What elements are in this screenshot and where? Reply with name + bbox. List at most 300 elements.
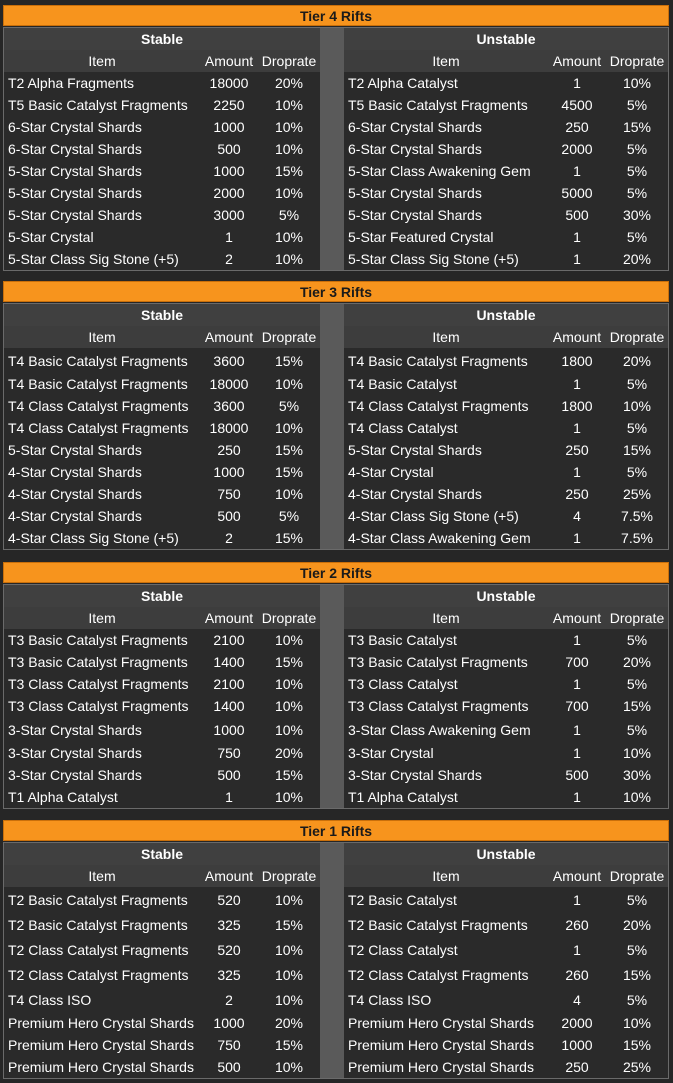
amount-column-header: Amount	[552, 53, 602, 69]
amount-cell: 1	[573, 632, 581, 648]
item-name-cell: 3-Star Crystal Shards	[8, 745, 142, 761]
droprate-cell: 20%	[622, 654, 652, 670]
droprate-cell: 5%	[278, 508, 300, 524]
amount-cell: 2250	[213, 97, 245, 113]
amount-cell: 4500	[561, 97, 593, 113]
amount-cell: 1000	[561, 1037, 593, 1053]
table-row	[344, 742, 668, 764]
amount-column-header: Amount	[552, 610, 602, 626]
item-name-cell: 6-Star Crystal Shards	[8, 141, 142, 157]
table-row	[344, 373, 668, 395]
column-header-row	[4, 326, 320, 348]
amount-cell: 500	[217, 1059, 241, 1075]
amount-cell: 1	[573, 530, 581, 546]
droprate-cell: 10%	[274, 676, 304, 692]
amount-column-header: Amount	[552, 329, 602, 345]
table-row	[344, 1056, 668, 1078]
table-row	[344, 417, 668, 439]
amount-cell: 1400	[213, 698, 245, 714]
droprate-cell: 25%	[622, 1059, 652, 1075]
item-name-cell: T2 Basic Catalyst Fragments	[8, 916, 188, 933]
stable-table	[4, 585, 320, 808]
item-column-header: Item	[432, 329, 460, 345]
amount-cell: 1	[573, 891, 581, 908]
item-column-header: Item	[432, 53, 460, 69]
amount-cell: 18000	[209, 420, 249, 436]
item-column-header: Item	[432, 610, 460, 626]
table-row	[4, 373, 320, 395]
droprate-column-header: Droprate	[261, 329, 317, 345]
amount-cell: 1	[573, 941, 581, 958]
item-name-cell: T1 Alpha Catalyst	[8, 789, 118, 805]
droprate-cell: 5%	[626, 891, 648, 908]
droprate-cell: 10%	[274, 185, 304, 201]
amount-cell: 250	[217, 442, 241, 458]
column-header-row	[4, 865, 320, 887]
item-name-cell: T4 Basic Catalyst Fragments	[8, 352, 188, 369]
table-row	[344, 226, 668, 248]
amount-cell: 2	[225, 991, 233, 1008]
amount-cell: 1000	[213, 119, 245, 135]
item-name-cell: T1 Alpha Catalyst	[348, 789, 458, 805]
droprate-cell: 5%	[278, 207, 300, 223]
item-name-cell: T4 Class Catalyst Fragments	[348, 398, 529, 414]
amount-cell: 520	[217, 941, 241, 958]
droprate-cell: 25%	[622, 486, 652, 502]
item-name-cell: 4-Star Crystal Shards	[8, 508, 142, 524]
amount-cell: 2	[225, 251, 233, 267]
droprate-cell: 5%	[626, 376, 648, 392]
amount-column-header: Amount	[204, 610, 254, 626]
item-name-cell: T3 Basic Catalyst Fragments	[8, 654, 188, 670]
table-row	[344, 439, 668, 461]
amount-cell: 700	[565, 654, 589, 670]
item-name-cell: T2 Basic Catalyst Fragments	[8, 891, 188, 908]
droprate-cell: 5%	[626, 941, 648, 958]
tier-section	[3, 281, 669, 550]
droprate-cell: 20%	[622, 916, 652, 933]
item-name-cell: T4 Class Catalyst Fragments	[8, 398, 189, 414]
item-name-cell: 5-Star Crystal Shards	[8, 442, 142, 458]
amount-cell: 250	[565, 1059, 589, 1075]
droprate-cell: 10%	[274, 420, 304, 436]
amount-cell: 18000	[209, 376, 249, 392]
table-row	[4, 417, 320, 439]
item-name-cell: T2 Class Catalyst Fragments	[8, 941, 189, 958]
droprate-cell: 10%	[274, 97, 304, 113]
droprate-cell: 15%	[274, 916, 304, 933]
item-name-cell: T5 Basic Catalyst Fragments	[8, 97, 188, 113]
item-name-cell: T5 Basic Catalyst Fragments	[348, 97, 528, 113]
amount-cell: 4	[573, 508, 581, 524]
table-row	[4, 204, 320, 226]
droprate-cell: 5%	[626, 464, 648, 480]
item-name-cell: T4 Class Catalyst Fragments	[8, 420, 189, 436]
table-row	[344, 962, 668, 987]
droprate-cell: 5%	[626, 676, 648, 692]
column-header-row	[4, 607, 320, 629]
table-row	[4, 116, 320, 138]
table-row	[344, 651, 668, 673]
table-row	[4, 505, 320, 527]
item-name-cell: T4 Class ISO	[348, 991, 432, 1008]
amount-cell: 1	[573, 464, 581, 480]
unstable-heading: Unstable	[344, 304, 668, 326]
droprate-cell: 15%	[274, 352, 304, 369]
amount-column-header: Amount	[552, 868, 602, 884]
droprate-cell: 10%	[274, 891, 304, 908]
table-row	[344, 204, 668, 226]
droprate-cell: 15%	[274, 163, 304, 179]
table-row	[344, 138, 668, 160]
amount-cell: 750	[217, 745, 241, 761]
item-name-cell: 3-Star Class Awakening Gem	[348, 721, 531, 738]
table-row	[344, 764, 668, 786]
table-row	[4, 717, 320, 742]
item-name-cell: 5-Star Class Sig Stone (+5)	[8, 251, 179, 267]
droprate-cell: 10%	[274, 721, 304, 738]
item-column-header: Item	[88, 329, 116, 345]
droprate-cell: 15%	[274, 654, 304, 670]
table-row	[4, 987, 320, 1012]
droprate-cell: 10%	[274, 991, 304, 1008]
amount-cell: 500	[217, 767, 241, 783]
item-column-header: Item	[88, 610, 116, 626]
item-name-cell: 4-Star Crystal	[348, 464, 434, 480]
amount-cell: 1400	[213, 654, 245, 670]
droprate-column-header: Droprate	[261, 53, 317, 69]
amount-cell: 700	[565, 698, 589, 714]
column-header-row	[344, 50, 668, 72]
table-row	[4, 483, 320, 505]
amount-cell: 500	[565, 767, 589, 783]
amount-cell: 1	[573, 75, 581, 91]
item-name-cell: T3 Class Catalyst	[348, 676, 458, 692]
droprate-column-header: Droprate	[609, 329, 665, 345]
amount-cell: 260	[565, 966, 589, 983]
table-row	[344, 987, 668, 1012]
amount-cell: 18000	[209, 75, 249, 91]
tier-section	[3, 820, 669, 1079]
amount-cell: 3000	[213, 207, 245, 223]
amount-cell: 5000	[561, 185, 593, 201]
table-row	[4, 1034, 320, 1056]
item-name-cell: T4 Basic Catalyst Fragments	[348, 352, 528, 369]
droprate-cell: 10%	[622, 75, 652, 91]
droprate-cell: 5%	[626, 185, 648, 201]
droprate-column-header: Droprate	[261, 868, 317, 884]
stable-heading: Stable	[4, 843, 320, 865]
unstable-heading: Unstable	[344, 28, 668, 50]
item-name-cell: Premium Hero Crystal Shards	[348, 1037, 534, 1053]
item-name-cell: 6-Star Crystal Shards	[348, 141, 482, 157]
droprate-cell: 30%	[622, 207, 652, 223]
amount-column-header: Amount	[204, 868, 254, 884]
tier-title: Tier 4 Rifts	[3, 5, 669, 26]
table-row	[4, 226, 320, 248]
item-name-cell: T4 Class Catalyst	[348, 420, 458, 436]
unstable-heading: Unstable	[344, 843, 668, 865]
amount-cell: 1000	[213, 163, 245, 179]
stable-heading: Stable	[4, 304, 320, 326]
droprate-cell: 10%	[622, 1015, 652, 1031]
amount-cell: 1000	[213, 1015, 245, 1031]
item-name-cell: Premium Hero Crystal Shards	[8, 1037, 194, 1053]
item-column-header: Item	[88, 868, 116, 884]
table-row	[4, 937, 320, 962]
amount-cell: 1	[573, 420, 581, 436]
item-name-cell: T2 Basic Catalyst	[348, 891, 457, 908]
item-name-cell: T2 Class Catalyst Fragments	[8, 966, 189, 983]
table-row	[4, 160, 320, 182]
item-name-cell: 4-Star Crystal Shards	[8, 486, 142, 502]
table-row	[344, 786, 668, 808]
table-row	[344, 673, 668, 695]
table-row	[4, 651, 320, 673]
unstable-table	[344, 28, 668, 270]
item-name-cell: T2 Class Catalyst Fragments	[348, 966, 529, 983]
droprate-cell: 10%	[274, 486, 304, 502]
amount-cell: 750	[217, 486, 241, 502]
amount-cell: 3600	[213, 398, 245, 414]
column-header-row	[4, 50, 320, 72]
amount-cell: 2000	[213, 185, 245, 201]
table-row	[344, 395, 668, 417]
item-name-cell: 3-Star Crystal Shards	[8, 721, 142, 738]
stable-table	[4, 304, 320, 549]
item-name-cell: T4 Class ISO	[8, 991, 92, 1008]
amount-cell: 4	[573, 991, 581, 1008]
item-name-cell: 5-Star Featured Crystal	[348, 229, 494, 245]
amount-cell: 1000	[213, 464, 245, 480]
amount-cell: 2000	[561, 1015, 593, 1031]
amount-cell: 520	[217, 891, 241, 908]
droprate-cell: 10%	[622, 789, 652, 805]
droprate-cell: 10%	[274, 966, 304, 983]
droprate-cell: 20%	[622, 352, 652, 369]
droprate-cell: 15%	[274, 767, 304, 783]
item-name-cell: T2 Alpha Catalyst	[348, 75, 458, 91]
droprate-cell: 15%	[622, 1037, 652, 1053]
table-row	[4, 764, 320, 786]
amount-cell: 1	[573, 251, 581, 267]
droprate-cell: 10%	[274, 229, 304, 245]
item-name-cell: Premium Hero Crystal Shards	[348, 1015, 534, 1031]
table-row	[4, 742, 320, 764]
amount-cell: 1	[573, 789, 581, 805]
amount-cell: 1000	[213, 721, 245, 738]
item-name-cell: 5-Star Crystal Shards	[348, 442, 482, 458]
tier-title: Tier 1 Rifts	[3, 820, 669, 841]
table-row	[344, 505, 668, 527]
droprate-cell: 10%	[622, 398, 652, 414]
item-name-cell: 5-Star Crystal	[8, 229, 94, 245]
droprate-cell: 30%	[622, 767, 652, 783]
item-name-cell: Premium Hero Crystal Shards	[8, 1059, 194, 1075]
table-row	[4, 72, 320, 94]
droprate-cell: 10%	[274, 941, 304, 958]
amount-cell: 2100	[213, 632, 245, 648]
unstable-table	[344, 304, 668, 549]
table-row	[344, 695, 668, 717]
amount-cell: 1800	[561, 352, 593, 369]
item-name-cell: T2 Class Catalyst	[348, 941, 458, 958]
droprate-column-header: Droprate	[261, 610, 317, 626]
droprate-cell: 15%	[274, 1037, 304, 1053]
table-row	[344, 887, 668, 912]
droprate-cell: 10%	[274, 698, 304, 714]
item-name-cell: Premium Hero Crystal Shards	[348, 1059, 534, 1075]
item-name-cell: 5-Star Crystal Shards	[348, 185, 482, 201]
droprate-cell: 5%	[626, 721, 648, 738]
droprate-column-header: Droprate	[609, 53, 665, 69]
item-name-cell: 5-Star Crystal Shards	[8, 185, 142, 201]
unstable-table	[344, 585, 668, 808]
droprate-cell: 5%	[626, 420, 648, 436]
item-name-cell: 3-Star Crystal Shards	[348, 767, 482, 783]
table-row	[4, 912, 320, 937]
table-row	[344, 1012, 668, 1034]
column-divider	[320, 843, 344, 1078]
droprate-cell: 20%	[274, 75, 304, 91]
amount-cell: 325	[217, 966, 241, 983]
amount-cell: 500	[217, 508, 241, 524]
droprate-cell: 10%	[274, 119, 304, 135]
stable-table	[4, 843, 320, 1078]
stable-heading: Stable	[4, 28, 320, 50]
droprate-cell: 15%	[274, 464, 304, 480]
droprate-cell: 7.5%	[621, 530, 653, 546]
amount-cell: 500	[565, 207, 589, 223]
amount-cell: 1	[573, 229, 581, 245]
tier-section	[3, 562, 669, 809]
table-row	[344, 527, 668, 549]
table-row	[4, 1012, 320, 1034]
table-row	[344, 348, 668, 373]
item-column-header: Item	[88, 53, 116, 69]
item-name-cell: T2 Basic Catalyst Fragments	[348, 916, 528, 933]
item-name-cell: 5-Star Crystal Shards	[348, 207, 482, 223]
droprate-cell: 10%	[274, 632, 304, 648]
item-column-header: Item	[432, 868, 460, 884]
droprate-cell: 20%	[622, 251, 652, 267]
item-name-cell: 5-Star Class Awakening Gem	[348, 163, 531, 179]
droprate-cell: 10%	[274, 141, 304, 157]
table-row	[4, 182, 320, 204]
table-row	[4, 786, 320, 808]
droprate-cell: 15%	[274, 530, 304, 546]
table-row	[344, 483, 668, 505]
amount-cell: 325	[217, 916, 241, 933]
item-name-cell: T4 Basic Catalyst Fragments	[8, 376, 188, 392]
droprate-cell: 5%	[626, 632, 648, 648]
table-row	[4, 248, 320, 270]
amount-cell: 1	[573, 745, 581, 761]
column-header-row	[344, 607, 668, 629]
table-row	[4, 439, 320, 461]
table-row	[4, 527, 320, 549]
stable-table	[4, 28, 320, 270]
column-divider	[320, 304, 344, 549]
amount-cell: 250	[565, 119, 589, 135]
amount-column-header: Amount	[204, 53, 254, 69]
amount-cell: 250	[565, 486, 589, 502]
item-name-cell: 5-Star Crystal Shards	[8, 207, 142, 223]
item-name-cell: 4-Star Class Sig Stone (+5)	[348, 508, 519, 524]
amount-cell: 2100	[213, 676, 245, 692]
table-row	[344, 717, 668, 742]
table-row	[4, 461, 320, 483]
droprate-cell: 15%	[622, 966, 652, 983]
unstable-table	[344, 843, 668, 1078]
amount-cell: 500	[217, 141, 241, 157]
table-row	[344, 160, 668, 182]
table-row	[344, 937, 668, 962]
droprate-column-header: Droprate	[609, 610, 665, 626]
table-row	[4, 887, 320, 912]
column-header-row	[344, 865, 668, 887]
tier-section	[3, 5, 669, 271]
item-name-cell: 5-Star Crystal Shards	[8, 163, 142, 179]
column-divider	[320, 28, 344, 270]
item-name-cell: 4-Star Class Sig Stone (+5)	[8, 530, 179, 546]
table-row	[4, 1056, 320, 1078]
droprate-cell: 7.5%	[621, 508, 653, 524]
item-name-cell: T3 Basic Catalyst	[348, 632, 457, 648]
item-name-cell: T3 Basic Catalyst Fragments	[8, 632, 188, 648]
item-name-cell: 4-Star Class Awakening Gem	[348, 530, 531, 546]
amount-cell: 750	[217, 1037, 241, 1053]
amount-cell: 260	[565, 916, 589, 933]
table-row	[4, 629, 320, 651]
droprate-cell: 15%	[622, 698, 652, 714]
droprate-cell: 10%	[274, 376, 304, 392]
item-name-cell: T3 Class Catalyst Fragments	[8, 698, 189, 714]
droprate-cell: 10%	[274, 251, 304, 267]
amount-column-header: Amount	[204, 329, 254, 345]
droprate-cell: 5%	[626, 991, 648, 1008]
table-row	[4, 138, 320, 160]
droprate-cell: 5%	[626, 97, 648, 113]
column-header-row	[344, 326, 668, 348]
droprate-cell: 15%	[274, 442, 304, 458]
table-row	[344, 629, 668, 651]
tier-title: Tier 2 Rifts	[3, 562, 669, 583]
amount-cell: 2	[225, 530, 233, 546]
column-divider	[320, 585, 344, 808]
item-name-cell: T3 Class Catalyst Fragments	[8, 676, 189, 692]
table-row	[4, 395, 320, 417]
item-name-cell: T3 Basic Catalyst Fragments	[348, 654, 528, 670]
droprate-cell: 10%	[274, 789, 304, 805]
table-row	[344, 72, 668, 94]
droprate-cell: 5%	[278, 398, 300, 414]
amount-cell: 1	[225, 789, 233, 805]
table-row	[344, 1034, 668, 1056]
amount-cell: 1	[573, 163, 581, 179]
amount-cell: 3600	[213, 352, 245, 369]
table-row	[4, 695, 320, 717]
amount-cell: 2000	[561, 141, 593, 157]
table-row	[4, 962, 320, 987]
droprate-cell: 20%	[274, 745, 304, 761]
item-name-cell: 6-Star Crystal Shards	[8, 119, 142, 135]
amount-cell: 1800	[561, 398, 593, 414]
droprate-cell: 20%	[274, 1015, 304, 1031]
amount-cell: 1	[225, 229, 233, 245]
item-name-cell: 4-Star Crystal Shards	[8, 464, 142, 480]
table-row	[4, 673, 320, 695]
